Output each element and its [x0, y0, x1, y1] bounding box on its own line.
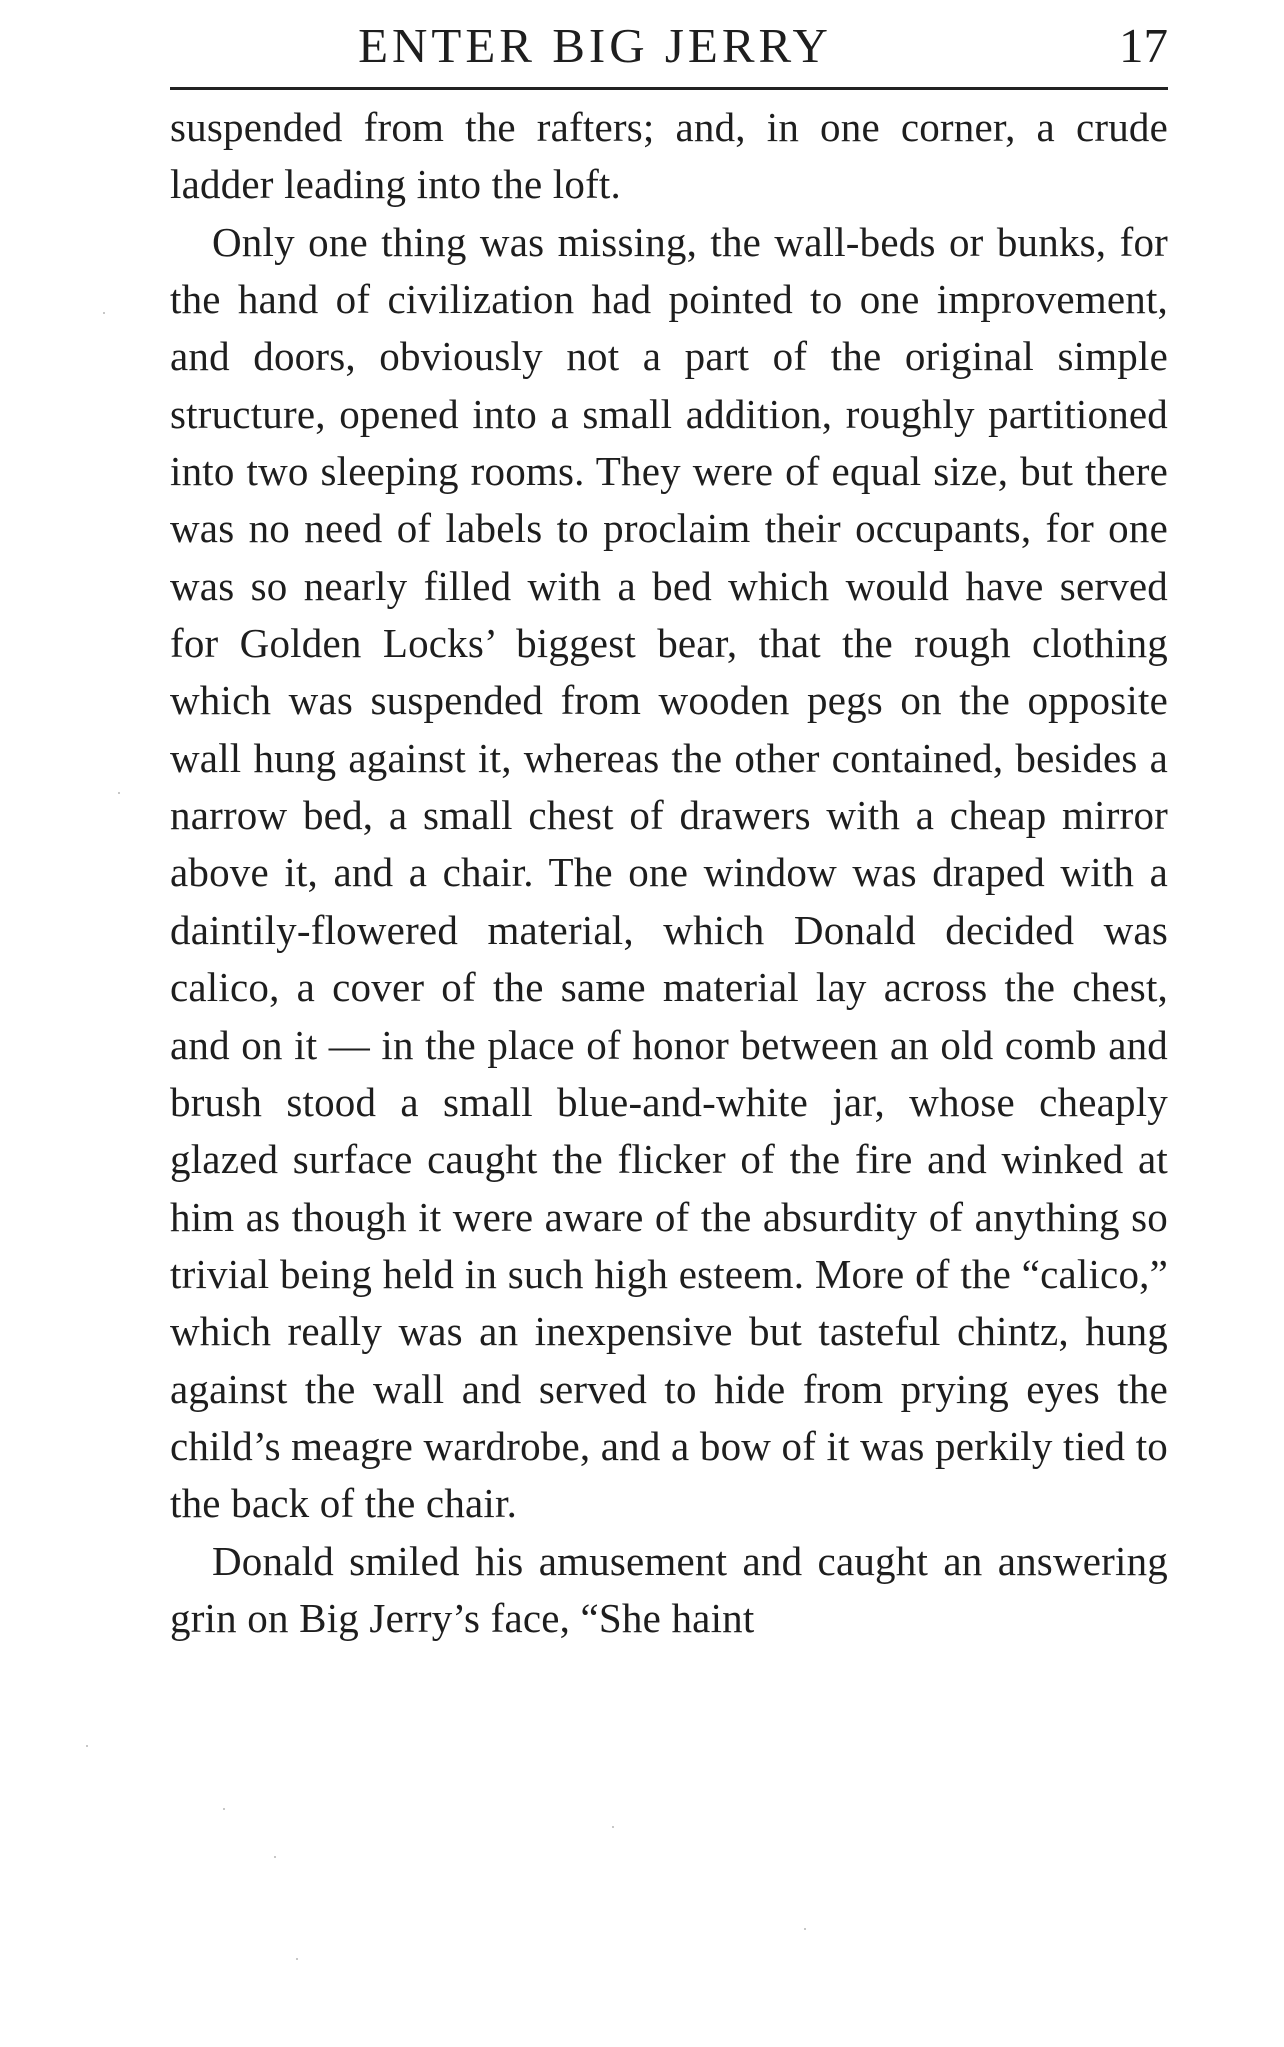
paragraph: Donald smiled his amusement and caught an answering grin on Big Jerry’s face, “She haint — [170, 1537, 1168, 1641]
paragraph-continued: suspended from the rafters; and, in one corner, a crude ladder leading into the loft. — [170, 104, 1168, 208]
scan-speck — [804, 1928, 806, 1930]
body-text — [170, 99, 1168, 1647]
paragraph: Only one thing was missing, the wall-beds or bunks, for the hand of civilization had pointed to one improvement, and doors, obviously not a part of the original simple structure, opened into a small addition, roughly partitioned into two sleeping rooms. They were of equal size, but there was no need of labels to proclaim their occupants, for one was so nearly filled with a bed which would have served for Golden Locks’ biggest bear, that the rough clothing which was suspended from wooden pegs on the opposite wall hung against it, whereas the other contained, besides a narrow bed, a small chest of drawers with a cheap mirror above it, and a chair. The one window was draped with a daintily-flowered material, which Donald decided was calico, a cover of the same material lay across the chest, and on it — in the place of honor between an old comb and brush stood a small blue-and-white jar, whose cheaply glazed surface caught the flicker of the fire and winked at him as though it were aware of the absurdity of anything so trivial being held in such high esteem. More of the “calico,” which really was an inexpensive but tasteful chintz, hung against the wall and served to hide from prying eyes the child’s meagre wardrobe, and a bow of it was perkily tied to the back of the chair. — [170, 218, 1168, 1527]
scan-speck — [103, 312, 105, 314]
header-rule — [170, 87, 1168, 90]
scan-speck — [86, 1745, 88, 1747]
running-title: ENTER BIG JERRY — [358, 18, 832, 73]
scan-speck — [118, 792, 120, 794]
scan-speck — [274, 1856, 276, 1858]
book-page — [170, 0, 1168, 2047]
scan-speck — [612, 1826, 614, 1828]
scan-speck — [223, 1808, 225, 1810]
running-header — [170, 16, 1168, 76]
scan-speck — [296, 1958, 298, 1960]
page-number: 17 — [1119, 18, 1168, 73]
